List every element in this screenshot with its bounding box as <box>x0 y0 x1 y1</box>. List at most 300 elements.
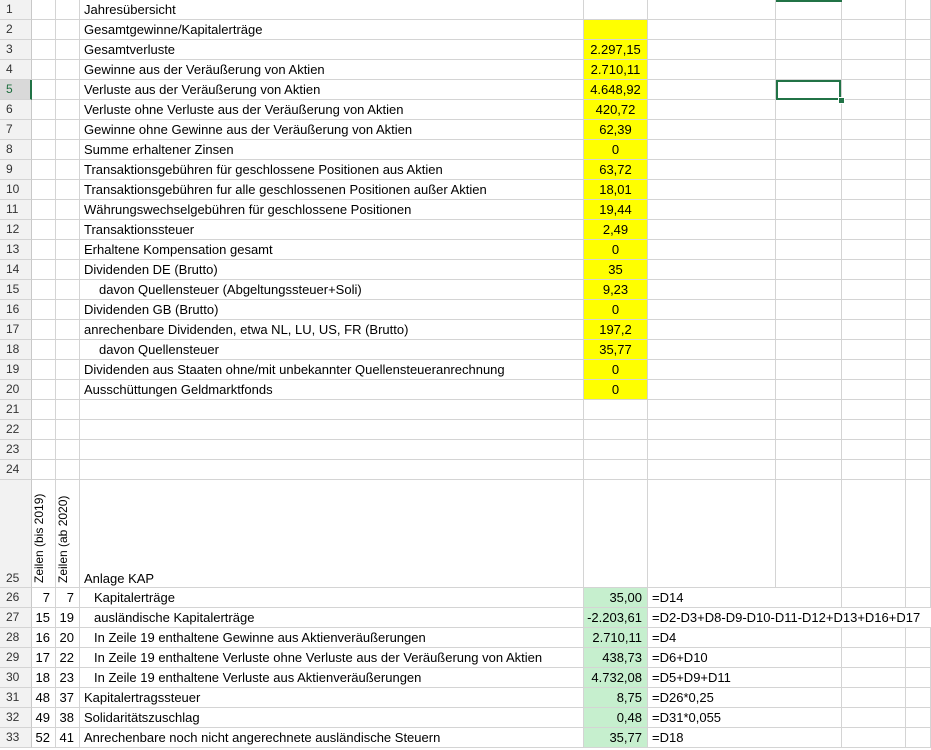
cell-g[interactable] <box>842 240 906 260</box>
cell-h[interactable] <box>906 60 931 80</box>
line-number-ab-2020[interactable]: 38 <box>56 708 80 728</box>
cell-e[interactable] <box>648 320 776 340</box>
cell-g[interactable] <box>842 80 906 100</box>
cell-f[interactable] <box>776 40 842 60</box>
kap-value[interactable]: -2.203,61 <box>584 608 648 628</box>
row-header[interactable]: 15 <box>0 280 32 300</box>
cell-b[interactable] <box>56 220 80 240</box>
cell-f[interactable] <box>776 180 842 200</box>
formula-text[interactable]: =D31*0,055 <box>648 708 776 728</box>
cell-f[interactable] <box>776 60 842 80</box>
row-header[interactable]: 23 <box>0 440 32 460</box>
cell-e[interactable] <box>648 200 776 220</box>
cell-g[interactable] <box>842 40 906 60</box>
cell-h[interactable] <box>906 80 931 100</box>
row-header[interactable]: 24 <box>0 460 32 480</box>
row-label[interactable]: Verluste aus der Veräußerung von Aktien <box>80 80 584 100</box>
cell-e[interactable] <box>648 480 776 588</box>
line-number-bis-2019[interactable]: 52 <box>32 728 56 748</box>
cell-h[interactable] <box>906 40 931 60</box>
cell-b[interactable] <box>56 160 80 180</box>
cell-a[interactable] <box>32 280 56 300</box>
row-header[interactable]: 2 <box>0 20 32 40</box>
cell-e[interactable] <box>648 240 776 260</box>
value-cell[interactable]: 420,72 <box>584 100 648 120</box>
cell-e[interactable] <box>648 260 776 280</box>
value-cell[interactable] <box>584 0 648 20</box>
cell-b[interactable] <box>56 40 80 60</box>
row-label[interactable]: Transaktionsgebühren für geschlossene Positionen aus Aktien <box>80 160 584 180</box>
cell-g[interactable] <box>842 20 906 40</box>
cell-e[interactable] <box>648 340 776 360</box>
cell-h[interactable] <box>906 300 931 320</box>
cell-h[interactable] <box>906 648 931 668</box>
cell-a[interactable] <box>32 40 56 60</box>
cell-g[interactable] <box>842 140 906 160</box>
row-header[interactable]: 6 <box>0 100 32 120</box>
cell-h[interactable] <box>906 400 931 420</box>
formula-text[interactable]: =D2-D3+D8-D9-D10-D11-D12+D13+D16+D17 <box>648 608 776 628</box>
cell-b[interactable] <box>56 400 80 420</box>
cell-f[interactable] <box>776 200 842 220</box>
value-cell[interactable] <box>584 420 648 440</box>
cell-e[interactable] <box>648 180 776 200</box>
cell-f[interactable] <box>776 420 842 440</box>
column-header-bis-2019[interactable] <box>32 480 56 588</box>
kap-label[interactable]: In Zeile 19 enthaltene Gewinne aus Aktienveräußerungen <box>80 628 584 648</box>
cell-g[interactable] <box>842 588 906 608</box>
row-label[interactable] <box>80 420 584 440</box>
value-cell[interactable]: 2,49 <box>584 220 648 240</box>
cell-g[interactable] <box>842 480 906 588</box>
line-number-bis-2019[interactable]: 49 <box>32 708 56 728</box>
row-header[interactable]: 21 <box>0 400 32 420</box>
cell-g[interactable] <box>842 608 906 628</box>
cell-g[interactable] <box>842 340 906 360</box>
row-header[interactable]: 20 <box>0 380 32 400</box>
cell-h[interactable] <box>906 668 931 688</box>
row-label[interactable]: Ausschüttungen Geldmarktfonds <box>80 380 584 400</box>
row-header[interactable]: 25 <box>0 480 32 588</box>
kap-value[interactable]: 35,77 <box>584 728 648 748</box>
cell-a[interactable] <box>32 100 56 120</box>
row-label[interactable] <box>80 400 584 420</box>
cell-g[interactable] <box>842 400 906 420</box>
kap-label[interactable]: Solidaritätszuschlag <box>80 708 584 728</box>
cell-b[interactable] <box>56 140 80 160</box>
row-header[interactable]: 5 <box>0 80 32 100</box>
row-header[interactable]: 11 <box>0 200 32 220</box>
cell-b[interactable] <box>56 360 80 380</box>
cell-e[interactable] <box>648 120 776 140</box>
cell-g[interactable] <box>842 60 906 80</box>
value-cell[interactable] <box>584 480 648 588</box>
row-header[interactable]: 18 <box>0 340 32 360</box>
line-number-bis-2019[interactable]: 48 <box>32 688 56 708</box>
cell-h[interactable] <box>906 340 931 360</box>
row-header[interactable]: 16 <box>0 300 32 320</box>
cell-f[interactable] <box>776 460 842 480</box>
cell-b[interactable] <box>56 120 80 140</box>
row-label[interactable]: Jahresübersicht <box>80 0 584 20</box>
row-label[interactable]: Dividenden aus Staaten ohne/mit unbekannter Quellensteueranrechnung <box>80 360 584 380</box>
cell-e[interactable] <box>648 160 776 180</box>
cell-h[interactable] <box>906 280 931 300</box>
formula-text[interactable]: =D5+D9+D11 <box>648 668 776 688</box>
kap-label[interactable]: Kapitalerträge <box>80 588 584 608</box>
cell-e[interactable] <box>648 280 776 300</box>
cell-a[interactable] <box>32 140 56 160</box>
row-header[interactable]: 31 <box>0 688 32 708</box>
cell-g[interactable] <box>842 160 906 180</box>
cell-g[interactable] <box>842 728 906 748</box>
cell-f[interactable] <box>776 100 842 120</box>
kap-label[interactable]: ausländische Kapitalerträge <box>80 608 584 628</box>
kap-value[interactable]: 8,75 <box>584 688 648 708</box>
cell-a[interactable] <box>32 20 56 40</box>
cell-e[interactable] <box>648 100 776 120</box>
cell-e[interactable] <box>648 140 776 160</box>
value-cell[interactable]: 0 <box>584 240 648 260</box>
row-label[interactable]: Gewinne aus der Veräußerung von Aktien <box>80 60 584 80</box>
vertical-label-bis-2019: Zeilen (bis 2019) <box>32 493 46 583</box>
cell-f[interactable] <box>776 688 842 708</box>
value-cell[interactable]: 4.648,92 <box>584 80 648 100</box>
row-header[interactable]: 17 <box>0 320 32 340</box>
value-cell[interactable]: 19,44 <box>584 200 648 220</box>
kap-value[interactable]: 438,73 <box>584 648 648 668</box>
line-number-ab-2020[interactable]: 7 <box>56 588 80 608</box>
cell-b[interactable] <box>56 420 80 440</box>
line-number-bis-2019[interactable]: 17 <box>32 648 56 668</box>
kap-value[interactable]: 35,00 <box>584 588 648 608</box>
row-header[interactable]: 7 <box>0 120 32 140</box>
cell-b[interactable] <box>56 340 80 360</box>
cell-f[interactable] <box>776 380 842 400</box>
cell-f[interactable] <box>776 648 842 668</box>
row-label[interactable]: Verluste ohne Verluste aus der Veräußerung von Aktien <box>80 100 584 120</box>
cell-a[interactable] <box>32 300 56 320</box>
cell-e[interactable] <box>648 400 776 420</box>
cell-b[interactable] <box>56 20 80 40</box>
cell-g[interactable] <box>842 440 906 460</box>
kap-value[interactable]: 4.732,08 <box>584 668 648 688</box>
cell-h[interactable] <box>906 180 931 200</box>
value-cell[interactable]: 2.710,11 <box>584 60 648 80</box>
formula-text[interactable]: =D26*0,25 <box>648 688 776 708</box>
formula-text[interactable]: =D6+D10 <box>648 648 776 668</box>
row-label[interactable]: Gesamtgewinne/Kapitalerträge <box>80 20 584 40</box>
row-header[interactable]: 28 <box>0 628 32 648</box>
cell-g[interactable] <box>842 420 906 440</box>
value-cell[interactable]: 197,2 <box>584 320 648 340</box>
cell-e[interactable] <box>648 220 776 240</box>
line-number-bis-2019[interactable]: 18 <box>32 668 56 688</box>
cell-f[interactable] <box>776 360 842 380</box>
cell-b[interactable] <box>56 100 80 120</box>
row-header[interactable]: 22 <box>0 420 32 440</box>
formula-text[interactable]: =D18 <box>648 728 776 748</box>
cell-h[interactable] <box>906 628 931 648</box>
cell-f[interactable] <box>776 280 842 300</box>
cell-a[interactable] <box>32 80 56 100</box>
row-header[interactable]: 26 <box>0 588 32 608</box>
value-cell[interactable]: 0 <box>584 140 648 160</box>
cell-a[interactable] <box>32 340 56 360</box>
cell-f[interactable] <box>776 728 842 748</box>
value-cell[interactable] <box>584 460 648 480</box>
cell-e[interactable] <box>648 80 776 100</box>
value-cell[interactable]: 62,39 <box>584 120 648 140</box>
formula-text[interactable]: =D4 <box>648 628 776 648</box>
cell-f[interactable] <box>776 340 842 360</box>
cell-g[interactable] <box>842 688 906 708</box>
cell-e[interactable] <box>648 440 776 460</box>
cell-f[interactable] <box>776 440 842 460</box>
cell-h[interactable] <box>906 200 931 220</box>
cell-h[interactable] <box>906 360 931 380</box>
row-header[interactable]: 8 <box>0 140 32 160</box>
line-number-ab-2020[interactable]: 23 <box>56 668 80 688</box>
cell-b[interactable] <box>56 320 80 340</box>
cell-f[interactable] <box>776 588 842 608</box>
cell-h[interactable] <box>906 140 931 160</box>
row-header[interactable]: 1 <box>0 0 32 20</box>
cell-e[interactable] <box>648 40 776 60</box>
cell-f[interactable] <box>776 0 842 20</box>
cell-a[interactable] <box>32 380 56 400</box>
cell-g[interactable] <box>842 648 906 668</box>
cell-h[interactable] <box>906 588 931 608</box>
cell-b[interactable] <box>56 460 80 480</box>
selected-cell[interactable] <box>776 80 841 100</box>
cell-h[interactable] <box>906 100 931 120</box>
cell-e[interactable] <box>648 360 776 380</box>
line-number-bis-2019[interactable]: 16 <box>32 628 56 648</box>
row-header[interactable]: 13 <box>0 240 32 260</box>
row-label[interactable]: anrechenbare Dividenden, etwa NL, LU, US, FR (Brutto) <box>80 320 584 340</box>
cell-a[interactable] <box>32 180 56 200</box>
row-header[interactable]: 12 <box>0 220 32 240</box>
cell-e[interactable] <box>648 0 776 20</box>
cell-b[interactable] <box>56 240 80 260</box>
cell-g[interactable] <box>842 360 906 380</box>
cell-f[interactable] <box>776 608 842 628</box>
row-label[interactable] <box>80 440 584 460</box>
row-label[interactable]: Transaktionssteuer <box>80 220 584 240</box>
value-cell[interactable] <box>584 400 648 420</box>
row-label[interactable]: Gewinne ohne Gewinne aus der Veräußerung von Aktien <box>80 120 584 140</box>
row-label[interactable]: Transaktionsgebühren fur alle geschlossenen Positionen außer Aktien <box>80 180 584 200</box>
row-label[interactable] <box>80 460 584 480</box>
row-header[interactable]: 19 <box>0 360 32 380</box>
cell-g[interactable] <box>842 100 906 120</box>
cell-a[interactable] <box>32 160 56 180</box>
kap-label[interactable]: Anrechenbare noch nicht angerechnete ausländische Steuern <box>80 728 584 748</box>
cell-e[interactable] <box>648 300 776 320</box>
cell-a[interactable] <box>32 60 56 80</box>
row-header[interactable]: 9 <box>0 160 32 180</box>
cell-a[interactable] <box>32 240 56 260</box>
cell-a[interactable] <box>32 0 56 20</box>
row-label[interactable]: davon Quellensteuer (Abgeltungssteuer+Soli) <box>80 280 584 300</box>
row-header[interactable]: 33 <box>0 728 32 748</box>
cell-a[interactable] <box>32 360 56 380</box>
row-label[interactable]: Gesamtverluste <box>80 40 584 60</box>
row-header[interactable]: 4 <box>0 60 32 80</box>
cell-f[interactable] <box>776 668 842 688</box>
cell-a[interactable] <box>32 200 56 220</box>
cell-b[interactable] <box>56 300 80 320</box>
value-cell[interactable] <box>584 440 648 460</box>
kap-label[interactable]: In Zeile 19 enthaltene Verluste ohne Verluste aus der Veräußerung von Aktien <box>80 648 584 668</box>
cell-h[interactable] <box>906 688 931 708</box>
cell-g[interactable] <box>842 668 906 688</box>
cell-a[interactable] <box>32 400 56 420</box>
cell-e[interactable] <box>648 460 776 480</box>
cell-f[interactable] <box>776 20 842 40</box>
cell-g[interactable] <box>842 708 906 728</box>
cell-f[interactable] <box>776 708 842 728</box>
cell-h[interactable] <box>906 0 931 20</box>
cell-f[interactable] <box>776 300 842 320</box>
row-header[interactable]: 14 <box>0 260 32 280</box>
cell-g[interactable] <box>842 0 906 20</box>
cell-h[interactable] <box>906 460 931 480</box>
cell-b[interactable] <box>56 280 80 300</box>
cell-e[interactable] <box>648 380 776 400</box>
cell-a[interactable] <box>32 260 56 280</box>
cell-a[interactable] <box>32 460 56 480</box>
cell-g[interactable] <box>842 380 906 400</box>
cell-e[interactable] <box>648 420 776 440</box>
cell-h[interactable] <box>906 160 931 180</box>
row-label[interactable]: davon Quellensteuer <box>80 340 584 360</box>
cell-h[interactable] <box>906 480 931 588</box>
cell-g[interactable] <box>842 120 906 140</box>
line-number-ab-2020[interactable]: 41 <box>56 728 80 748</box>
row-label[interactable]: Summe erhaltener Zinsen <box>80 140 584 160</box>
row-header[interactable]: 29 <box>0 648 32 668</box>
value-cell[interactable]: 9,23 <box>584 280 648 300</box>
cell-f[interactable] <box>776 240 842 260</box>
value-cell[interactable]: 0 <box>584 380 648 400</box>
cell-g[interactable] <box>842 280 906 300</box>
cell-g[interactable] <box>842 200 906 220</box>
cell-h[interactable] <box>906 380 931 400</box>
line-number-ab-2020[interactable]: 22 <box>56 648 80 668</box>
row-header[interactable]: 27 <box>0 608 32 628</box>
row-header[interactable]: 3 <box>0 40 32 60</box>
cell-g[interactable] <box>842 320 906 340</box>
value-cell[interactable]: 35 <box>584 260 648 280</box>
row-label[interactable]: Erhaltene Kompensation gesamt <box>80 240 584 260</box>
cell-b[interactable] <box>56 440 80 460</box>
row-header[interactable]: 10 <box>0 180 32 200</box>
row-label[interactable]: Dividenden GB (Brutto) <box>80 300 584 320</box>
value-cell[interactable]: 35,77 <box>584 340 648 360</box>
vertical-label-ab-2020: Zeilen (ab 2020) <box>56 495 70 583</box>
line-number-bis-2019[interactable]: 15 <box>32 608 56 628</box>
row-label[interactable]: Währungswechselgebühren für geschlossene Positionen <box>80 200 584 220</box>
kap-value[interactable]: 2.710,11 <box>584 628 648 648</box>
cell-a[interactable] <box>32 120 56 140</box>
cell-f[interactable] <box>776 160 842 180</box>
cell-g[interactable] <box>842 260 906 280</box>
cell-b[interactable] <box>56 380 80 400</box>
value-cell[interactable]: 18,01 <box>584 180 648 200</box>
cell-h[interactable] <box>906 120 931 140</box>
cell-h[interactable] <box>906 260 931 280</box>
row-header[interactable]: 32 <box>0 708 32 728</box>
cell-f[interactable] <box>776 120 842 140</box>
kap-label[interactable]: Kapitalertragssteuer <box>80 688 584 708</box>
cell-b[interactable] <box>56 200 80 220</box>
cell-e[interactable] <box>648 20 776 40</box>
cell-h[interactable] <box>906 708 931 728</box>
cell-f[interactable] <box>776 480 842 588</box>
formula-text[interactable]: =D14 <box>648 588 776 608</box>
cell-h[interactable] <box>906 320 931 340</box>
cell-h[interactable] <box>906 728 931 748</box>
cell-f[interactable] <box>776 260 842 280</box>
cell-b[interactable] <box>56 260 80 280</box>
cell-b[interactable] <box>56 80 80 100</box>
cell-g[interactable] <box>842 300 906 320</box>
cell-a[interactable] <box>32 440 56 460</box>
cell-g[interactable] <box>842 460 906 480</box>
section-title-anlage-kap[interactable]: Anlage KAP <box>80 480 584 588</box>
fill-handle[interactable] <box>838 97 845 104</box>
value-cell[interactable]: 0 <box>584 360 648 380</box>
kap-label[interactable]: In Zeile 19 enthaltene Verluste aus Aktienveräußerungen <box>80 668 584 688</box>
cell-h[interactable] <box>906 440 931 460</box>
cell-f[interactable] <box>776 400 842 420</box>
line-number-ab-2020[interactable]: 19 <box>56 608 80 628</box>
cell-h[interactable] <box>906 20 931 40</box>
row-header[interactable]: 30 <box>0 668 32 688</box>
cell-h[interactable] <box>906 220 931 240</box>
cell-h[interactable] <box>906 608 931 628</box>
value-cell[interactable]: 0 <box>584 300 648 320</box>
line-number-ab-2020[interactable]: 20 <box>56 628 80 648</box>
cell-h[interactable] <box>906 240 931 260</box>
cell-f[interactable] <box>776 320 842 340</box>
cell-b[interactable] <box>56 60 80 80</box>
line-number-bis-2019[interactable]: 7 <box>32 588 56 608</box>
value-cell[interactable]: 63,72 <box>584 160 648 180</box>
cell-a[interactable] <box>32 320 56 340</box>
cell-b[interactable] <box>56 0 80 20</box>
column-header-ab-2020[interactable] <box>56 480 80 588</box>
cell-g[interactable] <box>842 180 906 200</box>
cell-h[interactable] <box>906 420 931 440</box>
value-cell[interactable] <box>584 20 648 40</box>
row-label[interactable]: Dividenden DE (Brutto) <box>80 260 584 280</box>
cell-f[interactable] <box>776 140 842 160</box>
cell-e[interactable] <box>648 60 776 80</box>
value-cell[interactable]: 2.297,15 <box>584 40 648 60</box>
cell-a[interactable] <box>32 220 56 240</box>
cell-g[interactable] <box>842 220 906 240</box>
kap-value[interactable]: 0,48 <box>584 708 648 728</box>
cell-f[interactable] <box>776 628 842 648</box>
cell-g[interactable] <box>842 628 906 648</box>
cell-b[interactable] <box>56 180 80 200</box>
cell-a[interactable] <box>32 420 56 440</box>
cell-f[interactable] <box>776 220 842 240</box>
line-number-ab-2020[interactable]: 37 <box>56 688 80 708</box>
